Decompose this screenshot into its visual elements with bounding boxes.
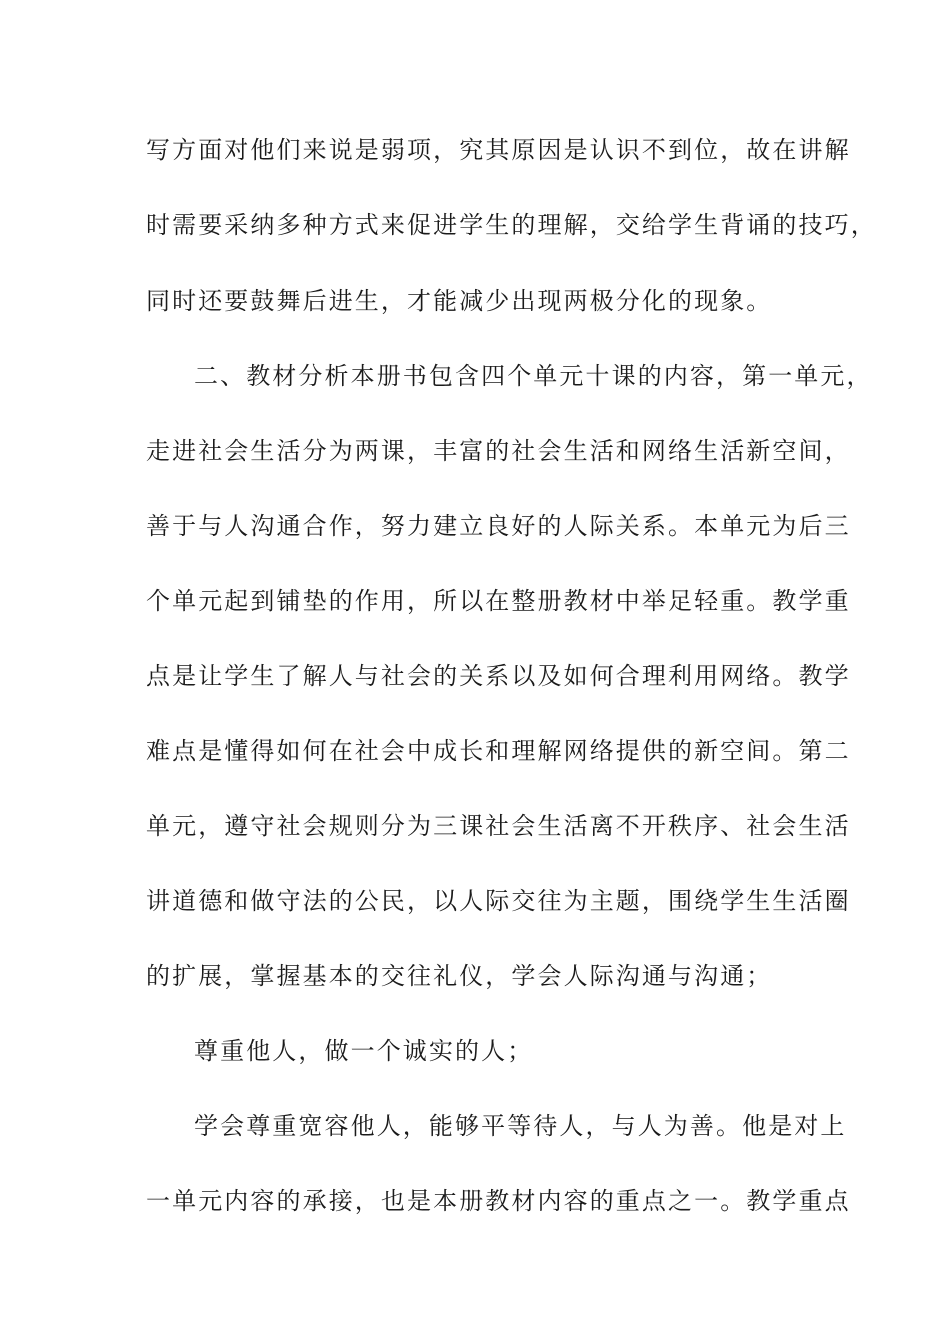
text-line: 一单元内容的承接，也是本册教材内容的重点之一。教学重点	[146, 1187, 851, 1215]
text-line: 单元，遵守社会规则分为三课社会生活离不开秩序、社会生活	[146, 812, 851, 840]
text-line: 的扩展，掌握基本的交往礼仪，学会人际沟通与沟通；	[146, 962, 773, 990]
text-line: 点是让学生了解人与社会的关系以及如何合理利用网络。教学	[146, 662, 851, 690]
text-line: 走进社会生活分为两课，丰富的社会生活和网络生活新空间，	[146, 437, 851, 465]
paragraph-start-line: 二、教材分析本册书包含四个单元十课的内容，第一单元，	[194, 362, 873, 390]
text-line: 讲道德和做守法的公民，以人际交往为主题，围绕学生生活圈	[146, 887, 851, 915]
text-line: 同时还要鼓舞后进生，才能减少出现两极分化的现象。	[146, 287, 773, 315]
text-line: 难点是懂得如何在社会中成长和理解网络提供的新空间。第二	[146, 737, 851, 765]
text-line: 时需要采纳多种方式来促进学生的理解，交给学生背诵的技巧，	[146, 211, 877, 239]
text-line: 个单元起到铺垫的作用，所以在整册教材中举足轻重。教学重	[146, 587, 851, 615]
text-line: 善于与人沟通合作，努力建立良好的人际关系。本单元为后三	[146, 512, 851, 540]
paragraph-start-line: 学会尊重宽容他人，能够平等待人，与人为善。他是对上	[194, 1112, 847, 1140]
text-line: 写方面对他们来说是弱项，究其原因是认识不到位，故在讲解	[146, 136, 851, 164]
paragraph-start-line: 尊重他人，做一个诚实的人；	[194, 1037, 534, 1065]
